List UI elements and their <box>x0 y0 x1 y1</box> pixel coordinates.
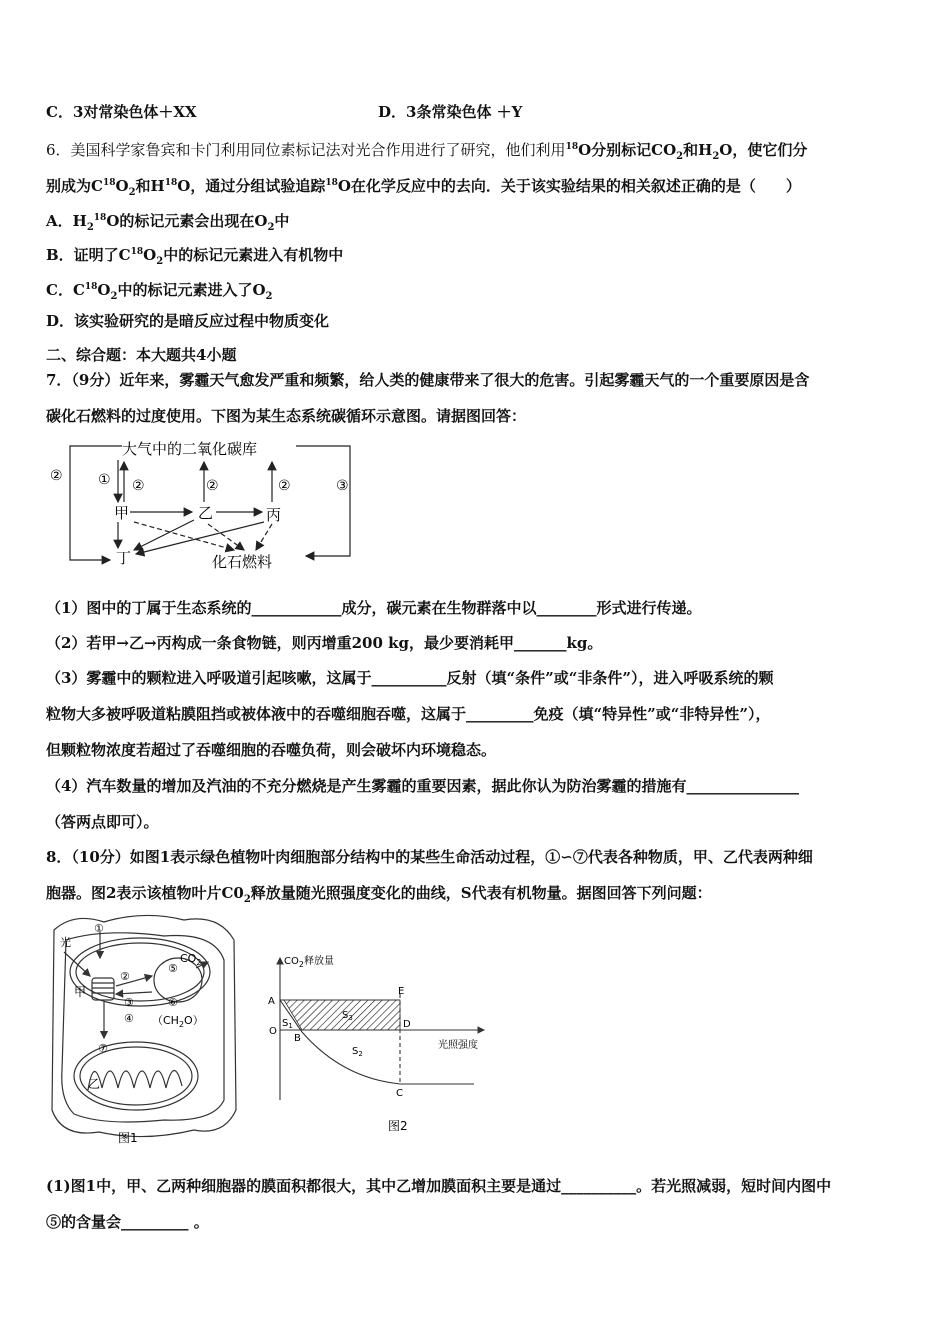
figure2-caption: 图2 <box>388 1119 408 1133</box>
label-3: ③ <box>336 478 349 494</box>
q7-part2: （2）若甲→乙→丙构成一条食物链，则丙增重200 kg，最少要消耗甲_______kg。 <box>46 634 603 652</box>
point-b: B <box>294 1033 301 1044</box>
section-title: 二、综合题：本大题共4小题 <box>46 346 237 364</box>
q7-part3-line2: 粒物大多被呼吸道粘膜阻挡或被体液中的吞噬细胞吞噬，这属于_________免疫（填“特异性”或“非特异性”）， <box>46 705 771 723</box>
point-a: A <box>268 996 275 1007</box>
fig1-label-4: ④ <box>124 1012 134 1025</box>
carbon-cycle-diagram <box>44 432 364 577</box>
node-jia: 甲 <box>114 504 130 522</box>
atmosphere-co2-pool: 大气中的二氧化碳库 <box>122 440 258 458</box>
q8-stem-line1: 8．（10分）如图1表示绿色植物叶肉细胞部分结构中的某些生命活动过程，①∽⑦代表各种物质，甲、乙代表两种细 <box>46 848 813 866</box>
q5-option-c: C．3对常染色体＋XX <box>46 103 197 121</box>
q8-part1-line2: ⑤的含量会_________ 。 <box>46 1213 209 1231</box>
label-1: ① <box>98 472 111 488</box>
cell-diagram-figure1 <box>44 910 244 1150</box>
point-d: D <box>403 1019 411 1030</box>
q6-option-a: A．$H_2^{18}O$的标记元素会出现在$O_2$中 <box>46 212 290 233</box>
fig1-label-5: ⑤ <box>168 962 178 975</box>
fig1-label-1: ① <box>94 922 104 935</box>
q6-stem-line2: 别成为$C^{18}O_2$和$H^{18}O$，通过分组试验追踪$^{18}$O在化学反应中的去向．关于该实验结果的相关叙述正确的是（ ） <box>46 177 801 198</box>
fig1-label-3: ③ <box>124 996 134 1009</box>
origin-o: O <box>269 1026 277 1037</box>
q8-stem-line2: 胞器。图2表示该植物叶片$C0_2$释放量随光照强度变化的曲线，S代表有机物量。据图回答下列问题： <box>46 884 712 905</box>
q7-stem-line1: 7．（9分）近年来，雾霾天气愈发严重和频繁，给人类的健康带来了很大的危害。引起雾霾天气的一个重要原因是含 <box>46 371 810 389</box>
label-2-a: ② <box>132 478 145 494</box>
area-s2: $S_2$ <box>352 1046 363 1058</box>
fig1-label-7: ⑦ <box>98 1042 108 1055</box>
point-c: C <box>396 1088 403 1099</box>
node-bing: 丙 <box>266 506 282 524</box>
mitochondrion-label: 乙 <box>88 1077 101 1091</box>
area-s1: $S_1$ <box>282 1018 293 1030</box>
q7-part4-line1: （4）汽车数量的增加及汽油的不充分燃烧是产生雾霾的重要因素，据此你认为防治雾霾的措施有_______________ <box>46 777 799 795</box>
point-e: E <box>398 986 405 997</box>
q7-part3-line3: 但颗粒物浓度若超过了吞噬细胞的吞噬负荷，则会破坏内环境稳态。 <box>46 741 497 759</box>
label-2-left: ② <box>50 468 63 484</box>
fig1-label-2: ② <box>120 970 130 983</box>
q8-part1-line1: (1)图1中，甲、乙两种细胞器的膜面积都很大，其中乙增加膜面积主要是通过__________。若光照减弱，短时间内图中 <box>46 1177 832 1195</box>
node-ding: 丁 <box>116 549 132 567</box>
light-label: 光 <box>60 936 71 949</box>
q6-option-c: C．$C^{18}O_2$中的标记元素进入了$O_2$ <box>46 281 273 302</box>
co2-light-curve-figure2 <box>262 950 502 1140</box>
node-fossil-fuel: 化石燃料 <box>212 553 273 571</box>
q7-part4-line2: （答两点即可）。 <box>46 813 159 831</box>
ch2o-label: $(CH_2O)$ <box>152 1014 204 1029</box>
q7-part3-line1: （3）雾霾中的颗粒进入呼吸道引起咳嗽，这属于__________反射（填“条件”或“非条件”），进入呼吸系统的颗 <box>46 669 774 687</box>
co2-label: $CO_2$ <box>180 952 202 967</box>
q6-stem-line1: 6．美国科学家鲁宾和卡门利用同位素标记法对光合作用进行了研究，他们利用$^{18}$O分别标记$CO_2$和$H_2O$，使它们分 <box>46 141 808 162</box>
y-axis-label: $CO_2$释放量 <box>284 956 334 969</box>
area-s3: $S_3$ <box>342 1010 353 1022</box>
figure1-caption: 图1 <box>118 1131 138 1145</box>
node-yi: 乙 <box>198 504 214 522</box>
q5-option-d: D．3条常染色体 ＋Y <box>378 103 523 121</box>
label-2-c: ② <box>278 478 291 494</box>
x-axis-label: 光照强度 <box>438 1040 478 1051</box>
chloroplast-label: 甲 <box>74 985 87 999</box>
q7-stem-line2: 碳化石燃料的过度使用。下图为某生态系统碳循环示意图。请据图回答： <box>46 407 527 425</box>
fig1-label-6: ⑥ <box>168 996 178 1009</box>
q6-option-b: B．证明了$C^{18}O_2$中的标记元素进入有机物中 <box>46 246 344 267</box>
q7-part1: （1）图中的丁属于生态系统的____________成分，碳元素在生物群落中以________形式进行传递。 <box>46 599 702 617</box>
q6-option-d: D．该实验研究的是暗反应过程中物质变化 <box>46 312 330 330</box>
label-2-b: ② <box>206 478 219 494</box>
